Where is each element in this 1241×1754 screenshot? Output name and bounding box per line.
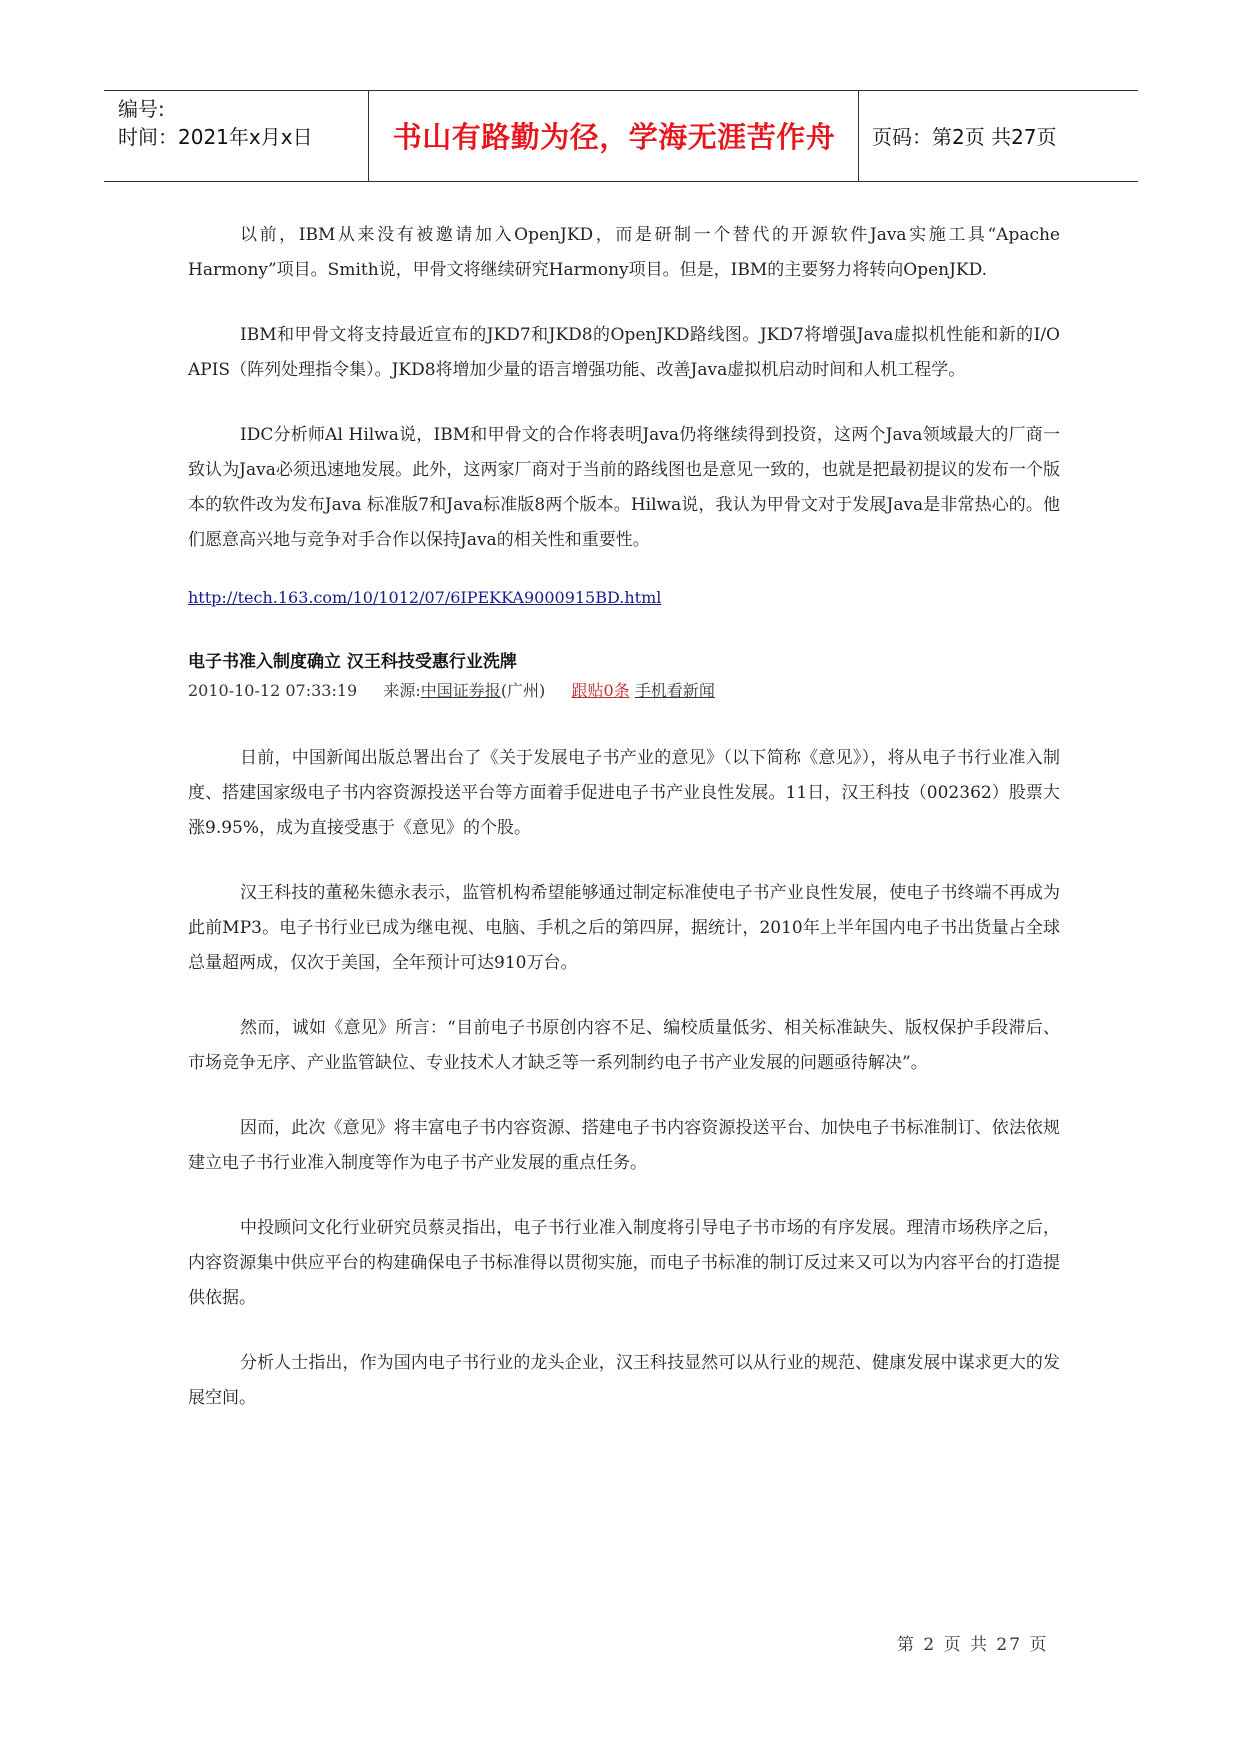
- follow-unit[interactable]: 条: [613, 681, 630, 700]
- header-divider: [858, 91, 859, 181]
- paragraph: 因而，此次《意见》将丰富电子书内容资源、搭建电子书内容资源投送平台、加快电子书标准制订、依法依规建立电子书行业准入制度等作为电子书产业发展的重点任务。: [188, 1118, 1060, 1173]
- document-body: [188, 218, 1060, 1446]
- paragraph: 汉王科技的董秘朱德永表示，监管机构希望能够通过制定标准使电子书产业良性发展，使电子书终端不再成为此前MP3。电子书行业已成为继电视、电脑、手机之后的第四屏，据统计，2010年上半年国内电子书出货量占全球总量超两成，仅次于美国，全年预计可达910万台。: [188, 883, 1060, 973]
- page-footer: 第 2 页 共 27 页: [897, 1635, 1049, 1655]
- time-label: 时间：2021年x月x日: [118, 125, 313, 149]
- paragraph: 以前，IBM从来没有被邀请加入OpenJKD，而是研制一个替代的开源软件Java实施工具“Apache Harmony”项目。Smith说，甲骨文将继续研究Harmony项目。但是，IBM的主要努力将转向OpenJKD.: [188, 225, 1060, 280]
- paragraph: IDC分析师Al Hilwa说，IBM和甲骨文的合作将表明Java仍将继续得到投资，这两个Java领域最大的厂商一致认为Java必须迅速地发展。此外，这两家厂商对于当前的路线图也是意见一致的，也就是把最初提议的发布一个版本的软件改为发布Java 标准版7和Java标准版8两个版本。Hilwa说，我认为甲骨文对于发展Java是非常热心的。他们愿意高兴地与竞争对手合作以保持Java的相关性和重要性。: [188, 425, 1060, 550]
- follow-count[interactable]: 0: [603, 681, 614, 700]
- serial-label: 编号:: [118, 97, 165, 121]
- source-name-link[interactable]: 中国证券报: [420, 681, 501, 700]
- paragraph: 然而，诚如《意见》所言：“目前电子书原创内容不足、编校质量低劣、相关标准缺失、版权保护手段滞后、市场竞争无序、产业监管缺位、专业技术人才缺乏等一系列制约电子书产业发展的问题亟待解决”。: [188, 1018, 1060, 1073]
- mobile-news-link[interactable]: 手机看新闻: [634, 681, 715, 700]
- header-page-number: 页码：第2页 共27页: [872, 125, 1057, 149]
- source-link[interactable]: http://tech.163.com/10/1012/07/6IPEKKA9000915BD.html: [188, 588, 662, 607]
- header-meta: [118, 95, 313, 151]
- article-title: 电子书准入制度确立 汉王科技受惠行业洗牌: [188, 652, 517, 672]
- paragraph: 分析人士指出，作为国内电子书行业的龙头企业，汉王科技显然可以从行业的规范、健康发展中谋求更大的发展空间。: [188, 1353, 1060, 1408]
- source-label: 来源:: [383, 681, 421, 700]
- page-header: [104, 90, 1138, 182]
- paragraph: 日前，中国新闻出版总署出台了《关于发展电子书产业的意见》（以下简称《意见》），将从电子书行业准入制度、搭建国家级电子书内容资源投送平台等方面着手促进电子书产业良性发展。11日，汉王科技（002362）股票大涨9.95%，成为直接受惠于《意见》的个股。: [188, 748, 1060, 838]
- article-meta: [188, 677, 1060, 705]
- paragraph: 中投顾问文化行业研究员蔡灵指出，电子书行业准入制度将引导电子书市场的有序发展。理清市场秩序之后，内容资源集中供应平台的构建确保电子书标准得以贯彻实施，而电子书标准的制订反过来又可以为内容平台的打造提供依据。: [188, 1218, 1060, 1308]
- source-city: (广州): [500, 681, 546, 700]
- follow-link[interactable]: 跟贴: [571, 681, 604, 700]
- header-motto: 书山有路勤为径，学海无涯苦作舟: [392, 120, 836, 154]
- paragraph: IBM和甲骨文将支持最近宣布的JKD7和JKD8的OpenJKD路线图。JKD7将增强Java虚拟机性能和新的I/O APIS（阵列处理指令集）。JKD8将增加少量的语言增强功能、改善Java虚拟机启动时间和人机工程学。: [188, 325, 1060, 380]
- header-divider: [368, 91, 369, 181]
- article-date: 2010-10-12 07:33:19: [188, 681, 358, 700]
